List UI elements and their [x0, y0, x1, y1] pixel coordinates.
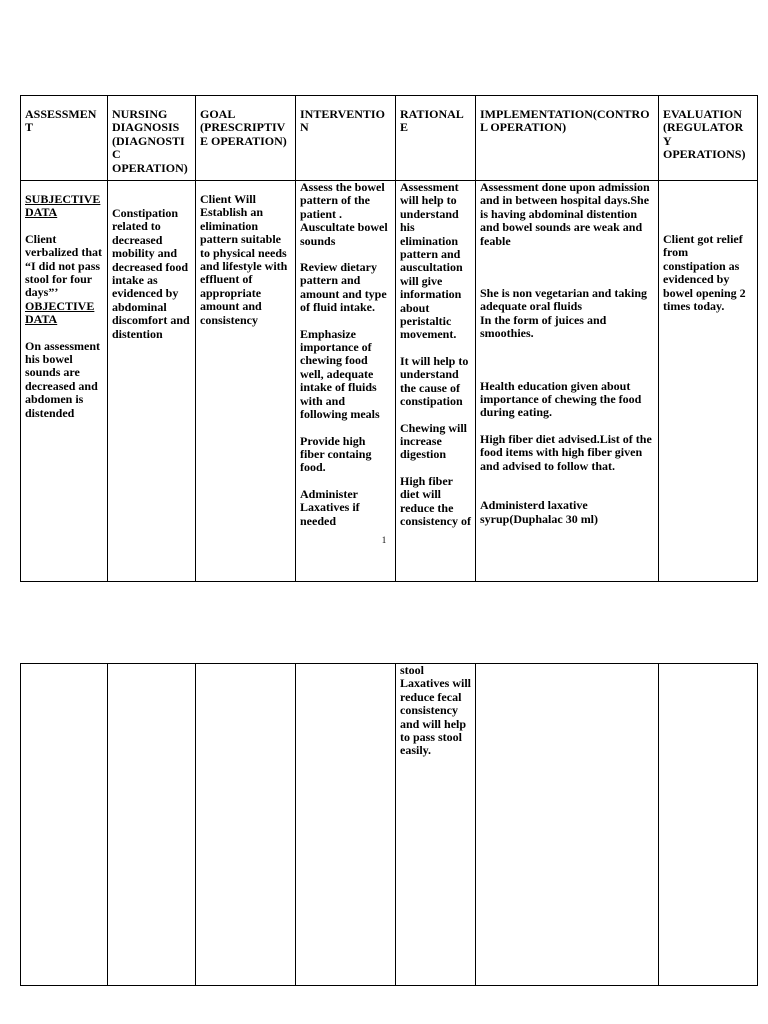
header-goal: GOAL (PRESCRIPTIV E OPERATION) [196, 96, 296, 181]
header-intervention: INTERVENTIO N [296, 96, 396, 181]
continued-rationale-text: stool Laxatives will reduce fecal consistency and will help to pass stool easily. [400, 663, 471, 758]
table-row [21, 181, 758, 582]
objective-heading: OBJECTIVE DATA [25, 298, 95, 327]
header-assessment: ASSESSMEN T [21, 96, 108, 181]
assessment-cell [21, 181, 108, 582]
header-evaluation: EVALUATION (REGULATOR Y OPERATIONS) [659, 96, 758, 181]
objective-text: On assessment his bowel sounds are decreased and abdomen is distended [25, 338, 101, 420]
implementation-item: High fiber diet advised.List of the food items with high fiber given and advised to follow that. [480, 431, 652, 473]
rationale-item: High fiber diet will reduce the consistency of [400, 473, 471, 528]
subjective-heading: SUBJECTIVE DATA [25, 192, 101, 220]
nursing-diagnosis-cell [108, 181, 196, 582]
goal-cell [196, 664, 296, 986]
implementation-item: In the form of juices and smoothies. [480, 312, 607, 341]
care-plan-table-continued [20, 663, 758, 986]
intervention-item: Administer Laxatives if needed [300, 486, 360, 528]
implementation-item: She is non vegetarian and taking adequate oral fluids [480, 286, 648, 314]
header-nursing-diagnosis: NURSING DIAGNOSIS (DIAGNOSTI C OPERATION) [108, 96, 196, 181]
header-rationale: RATIONAL E [396, 96, 476, 181]
intervention-cell [296, 181, 396, 582]
intervention-item: Provide high fiber containg food. [300, 433, 372, 475]
assessment-cell [21, 664, 108, 986]
page-number: 1 [381, 535, 387, 545]
implementation-cell [476, 181, 659, 582]
header-implementation: IMPLEMENTATION(CONTRO L OPERATION) [476, 96, 659, 181]
subjective-text: Client verbalized that “I did not pass stool for four days”’ [25, 231, 102, 300]
table-header-row [21, 96, 758, 181]
nursing-diagnosis-cell [108, 664, 196, 986]
rationale-cell [396, 664, 476, 986]
care-plan-table [20, 95, 758, 582]
intervention-item: Review dietary pattern and amount and type of fluid intake. [300, 260, 387, 315]
evaluation-cell [659, 181, 758, 582]
intervention-cell [296, 664, 396, 986]
implementation-cell [476, 664, 659, 986]
evaluation-cell [659, 664, 758, 986]
implementation-item: Health education given about importance of chewing the food during eating. [480, 378, 642, 420]
intervention-item: Assess the bowel pattern of the patient . Auscultate bowel sounds [300, 180, 388, 248]
implementation-item: Assessment done upon admission and in between hospital days.She is having abdominal distention and bowel sounds are weak and feable [480, 180, 650, 248]
rationale-item: Assessment will help to understand his elimination pattern and auscultation will give information about peristaltic movement. [400, 180, 463, 342]
goal-text: Client Will Establish an elimination pattern suitable to physical needs and lifestyle with effluent of appropriate amount and consistency [200, 192, 288, 327]
rationale-cell [396, 181, 476, 582]
intervention-item: Emphasize importance of chewing food well, adequate intake of fluids with and following meals [300, 326, 380, 422]
nursing-diagnosis-text: Constipation related to decreased mobility and decreased food intake as evidenced by abdominal discomfort and distention [112, 206, 190, 341]
rationale-item: Chewing will increase digestion [400, 420, 468, 462]
rationale-item: It will help to understand the cause of constipation [400, 353, 469, 409]
evaluation-text: Client got relief from constipation as evidenced by bowel opening 2 times today. [663, 232, 746, 314]
implementation-item: Administerd laxative syrup(Duphalac 30 ml) [480, 498, 599, 526]
goal-cell [196, 181, 296, 582]
table-row [21, 664, 758, 986]
